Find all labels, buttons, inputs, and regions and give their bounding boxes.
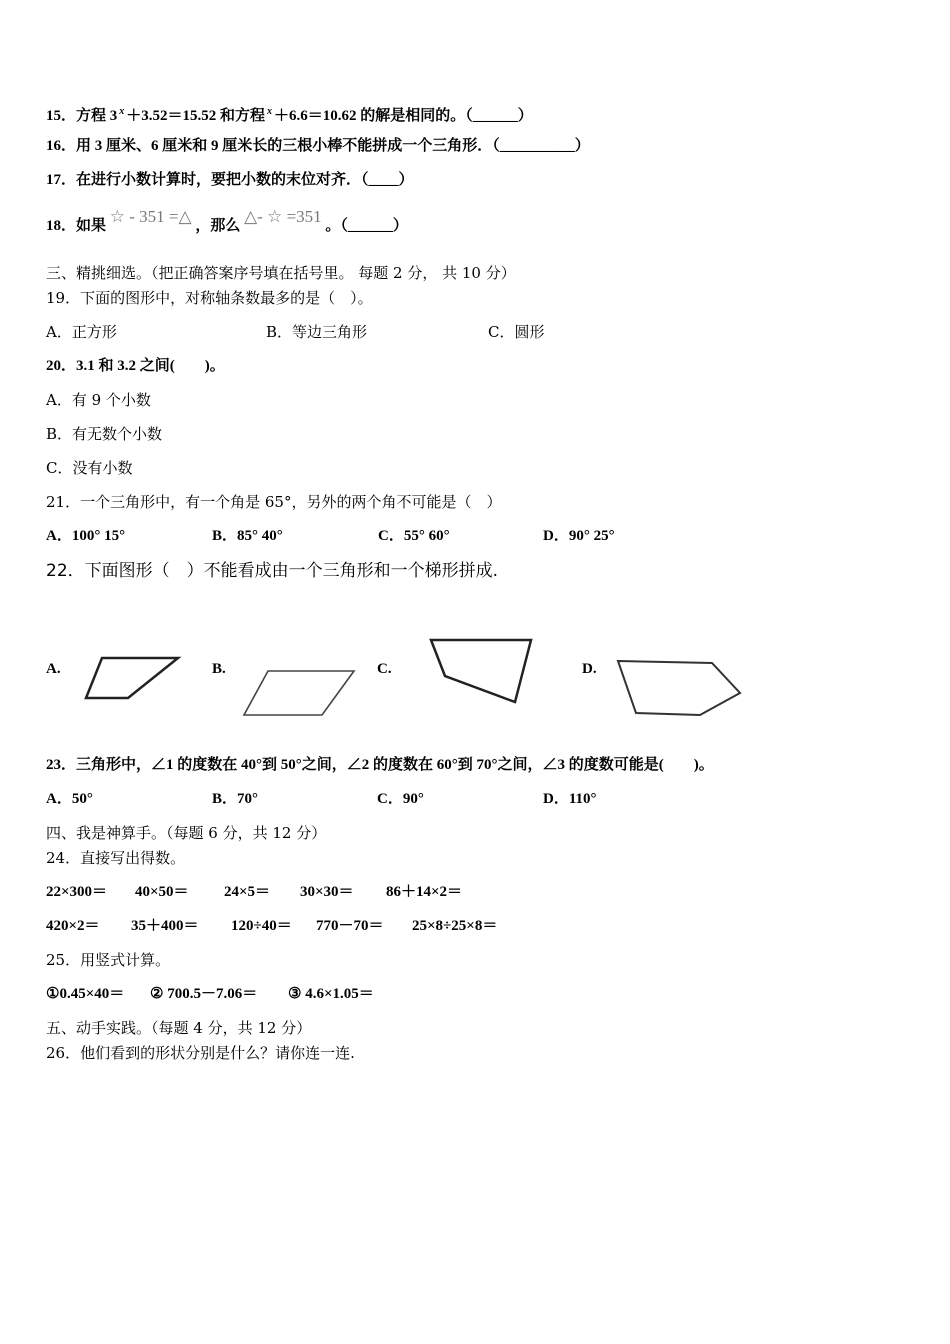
vertical-calc-item: ①0.45×40＝ — [46, 986, 125, 1002]
variable-x: x — [267, 106, 273, 117]
vertical-calc-item: ③ 4.6×1.05＝ — [288, 986, 374, 1002]
question-20: 20．3.1 和 3.2 之间( )。 — [46, 358, 225, 374]
q22-option-d-label: D. — [582, 661, 597, 677]
section-4-heading: 四、我是神算手。（每题 6 分，共 12 分） — [46, 824, 327, 842]
question-18: 18．如果 ☆ - 351 =△ ，那么 △- ☆ =351 。（______） — [46, 207, 408, 234]
q19-option-c: C．圆形 — [488, 323, 545, 341]
q23-option-c: C．90° — [377, 791, 424, 807]
calc-item: 770－70＝ — [316, 918, 384, 934]
parallelogram-b-figure — [240, 665, 360, 721]
calc-item: 120÷40＝ — [231, 918, 292, 934]
question-17: 17．在进行小数计算时，要把小数的末位对齐．（____） — [46, 172, 414, 188]
q23-option-a: A．50° — [46, 791, 93, 807]
q20-option-a: A．有 9 个小数 — [46, 391, 151, 409]
calc-item: 22×300＝ — [46, 884, 108, 900]
q20-option-c: C．没有小数 — [46, 459, 133, 477]
question-19: 19．下面的图形中，对称轴条数最多的是（ ）。 — [46, 289, 373, 307]
parallelogram-a-figure — [80, 652, 184, 706]
calc-item: 40×50＝ — [135, 884, 189, 900]
calc-item: 24×5＝ — [224, 884, 271, 900]
calc-item: 86＋14×2＝ — [386, 884, 463, 900]
q22-option-a-label: A. — [46, 661, 61, 677]
question-24: 24．直接写出得数。 — [46, 849, 186, 867]
q21-option-c: C．55° 60° — [378, 528, 450, 544]
q22-option-b-label: B. — [212, 661, 226, 677]
q20-option-b: B．有无数个小数 — [46, 425, 163, 443]
vertical-calc-item: ② 700.5－7.06＝ — [150, 986, 258, 1002]
question-16: 16．用 3 厘米、6 厘米和 9 厘米长的三根小棒不能拼成一个三角形．（__________） — [46, 138, 590, 154]
section-3-heading: 三、精挑细选。（把正确答案序号填在括号里。 每题 2 分， 共 10 分） — [46, 264, 516, 282]
question-22: 22．下面图形（ ）不能看成由一个三角形和一个梯形拼成. — [46, 561, 499, 581]
q19-option-a: A．正方形 — [46, 323, 117, 341]
question-15: 15．方程 3 $^x$ ＋3.52＝15.52 和方程 $^x$ ＋6.6＝10.62 的解是相同的。（______） — [46, 106, 533, 124]
question-23: 23．三角形中，∠1 的度数在 40°到 50°之间，∠2 的度数在 60°到 70°之间，∠3 的度数可能是( )。 — [46, 757, 714, 773]
question-21: 21．一个三角形中，有一个角是 65°，另外的两个角不可能是（ ） — [46, 493, 502, 511]
pentagon-d-figure — [612, 655, 746, 721]
q19-option-b: B．等边三角形 — [266, 323, 368, 341]
q21-option-b: B．85° 40° — [212, 528, 283, 544]
calc-item: 35＋400＝ — [131, 918, 199, 934]
q23-option-b: B．70° — [212, 791, 259, 807]
quadrilateral-c-figure — [425, 632, 540, 710]
calc-item: 30×30＝ — [300, 884, 354, 900]
expression-1: ☆ - 351 =△ — [109, 207, 192, 226]
q23-option-d: D．110° — [543, 791, 597, 807]
q22-option-c-label: C. — [377, 661, 392, 677]
expression-2: △- ☆ =351 — [244, 207, 322, 226]
section-5-heading: 五、动手实践。（每题 4 分，共 12 分） — [46, 1019, 312, 1037]
calc-item: 420×2＝ — [46, 918, 100, 934]
variable-x: x — [119, 106, 125, 117]
question-26: 26．他们看到的形状分别是什么？请你连一连. — [46, 1044, 355, 1062]
q21-option-d: D．90° 25° — [543, 528, 615, 544]
q21-option-a: A．100° 15° — [46, 528, 126, 544]
calc-item: 25×8÷25×8＝ — [412, 918, 498, 934]
question-25: 25．用竖式计算。 — [46, 951, 171, 969]
